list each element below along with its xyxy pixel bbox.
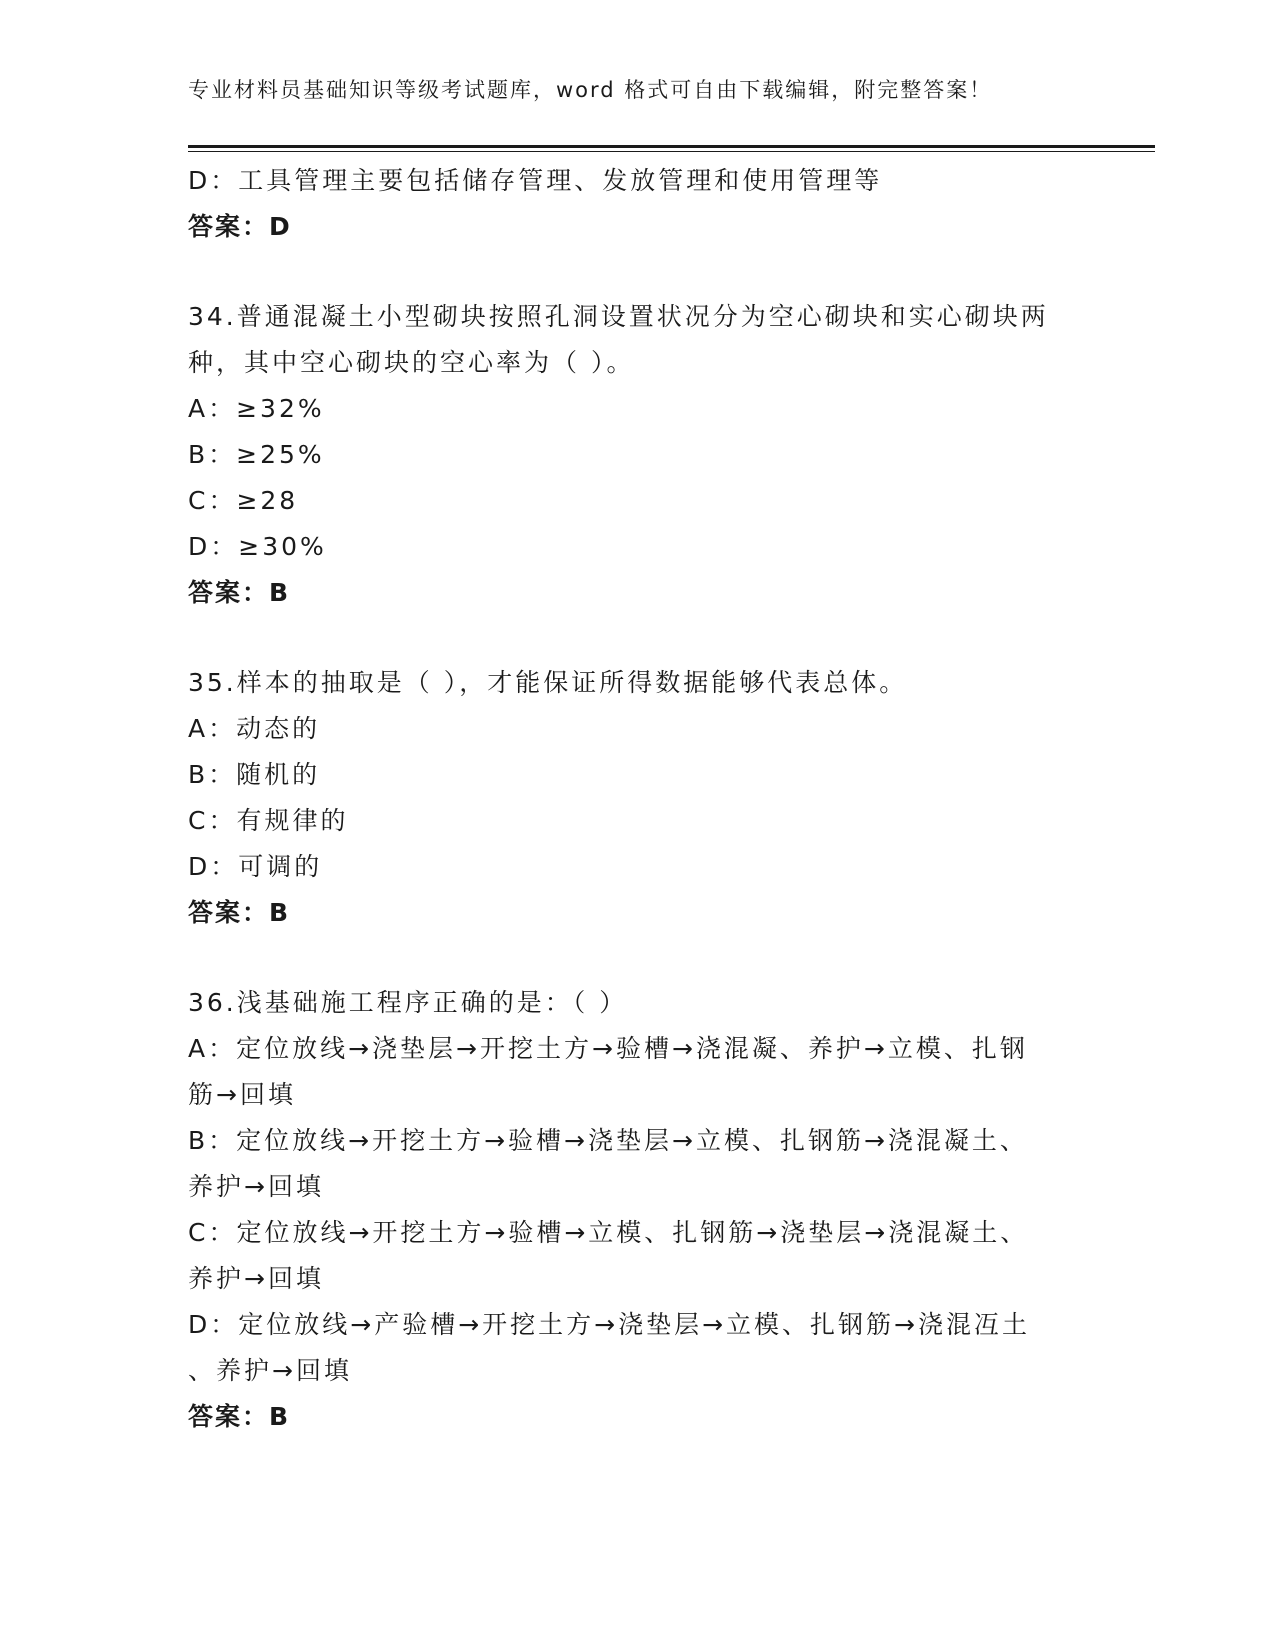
- option-a: A：动态的: [188, 714, 321, 743]
- option-a: A：定位放线→浇垫层→开挖土方→验槽→浇混凝、养护→立模、扎钢: [188, 1034, 1028, 1063]
- question-34: [188, 294, 1088, 616]
- spacer: [188, 936, 1088, 980]
- spacer: [188, 250, 1088, 294]
- question-36: [188, 980, 1088, 1440]
- answer: 答案：B: [188, 1402, 291, 1431]
- option-c: C：≥28: [188, 486, 299, 515]
- option-a-cont: 筋→回填: [188, 1080, 296, 1109]
- question-stem: 35.样本的抽取是（ ），才能保证所得数据能够代表总体。: [188, 668, 908, 697]
- spacer: [188, 616, 1088, 660]
- answer: 答案：B: [188, 578, 291, 607]
- question-35: [188, 660, 1088, 936]
- option-b: B：随机的: [188, 760, 321, 789]
- option-d: D：工具管理主要包括储存管理、发放管理和使用管理等: [188, 166, 883, 195]
- option-d: D：可调的: [188, 852, 323, 881]
- question-stem: 36.浅基础施工程序正确的是：（ ）: [188, 988, 628, 1017]
- option-d: D：定位放线→产验槽→开挖土方→浇垫层→立模、扎钢筋→浇混冱土: [188, 1310, 1030, 1339]
- option-d: D：≥30%: [188, 532, 327, 561]
- option-c: C：定位放线→开挖土方→验槽→立模、扎钢筋→浇垫层→浇混凝土、: [188, 1218, 1029, 1247]
- option-d-cont: 、养护→回填: [188, 1356, 352, 1385]
- answer: 答案：D: [188, 212, 292, 241]
- question-stem: 34.普通混凝土小型砌块按照孔洞设置状况分为空心砌块和实心砌块两: [188, 302, 1049, 331]
- answer: 答案：B: [188, 898, 291, 927]
- option-c: C：有规律的: [188, 806, 349, 835]
- header-rule-thin: [188, 151, 1155, 152]
- option-a: A：≥32%: [188, 394, 325, 423]
- header-rule-thick: [188, 145, 1155, 148]
- question-body: [188, 158, 1088, 1440]
- option-c-cont: 养护→回填: [188, 1264, 324, 1293]
- option-b: B：≥25%: [188, 440, 325, 469]
- option-b-cont: 养护→回填: [188, 1172, 324, 1201]
- option-b: B：定位放线→开挖土方→验槽→浇垫层→立模、扎钢筋→浇混凝土、: [188, 1126, 1028, 1155]
- question-stem-cont: 种，其中空心砌块的空心率为（ ）。: [188, 348, 635, 377]
- prev-question: [188, 158, 1088, 250]
- page-header: 专业材料员基础知识等级考试题库，word 格式可自由下载编辑，附完整答案！: [188, 78, 993, 102]
